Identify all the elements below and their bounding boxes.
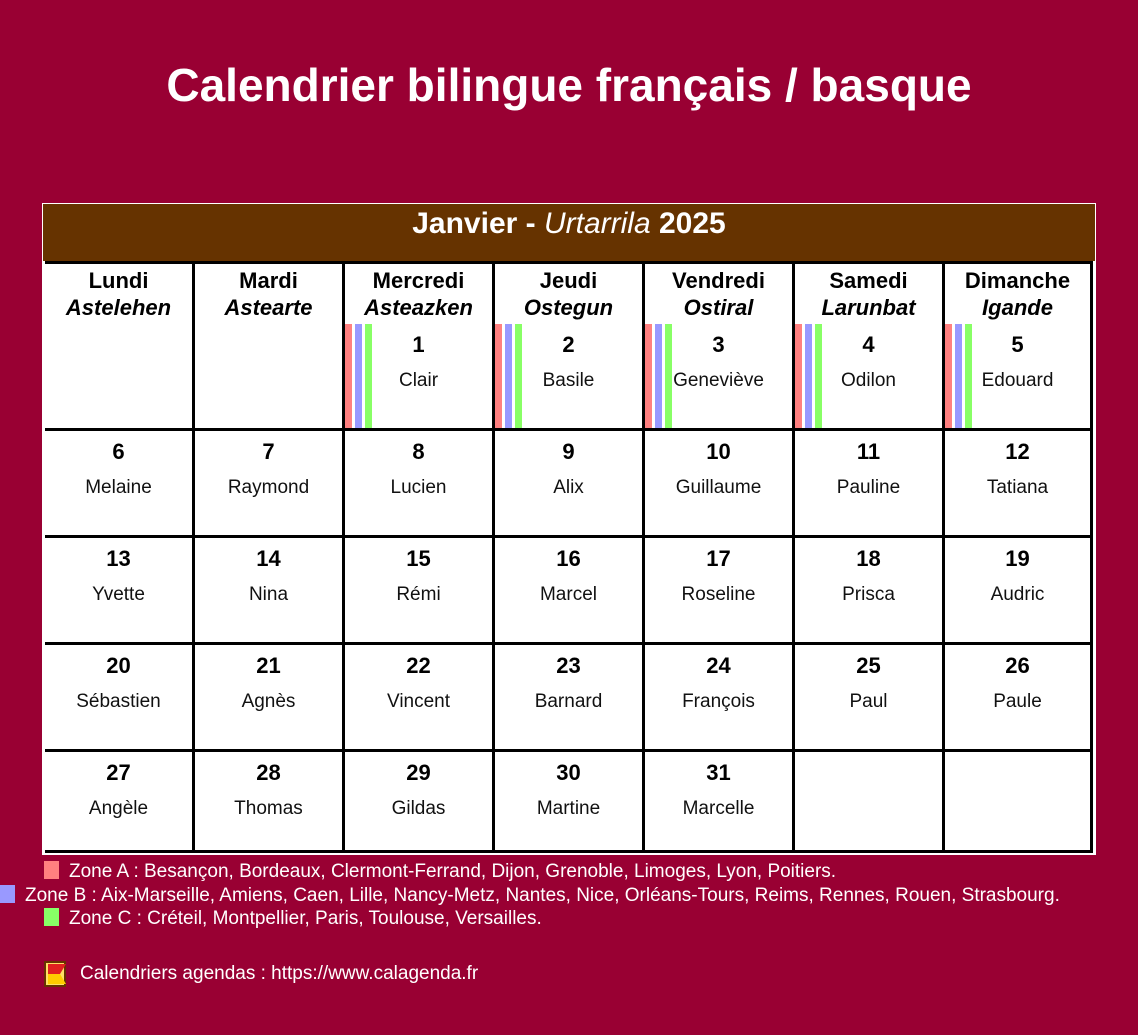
day-number: 10 bbox=[706, 439, 731, 464]
day-cell[interactable] bbox=[795, 324, 942, 428]
day-cell[interactable] bbox=[795, 431, 942, 535]
saint-name: Audric bbox=[990, 584, 1045, 605]
weekday-fr: Jeudi bbox=[539, 268, 598, 293]
zone-c-label: Zone C : Créteil, Montpellier, Paris, Toulouse, Versailles. bbox=[69, 908, 542, 929]
weekday-fr: Mercredi bbox=[372, 268, 465, 293]
weekday-header bbox=[495, 264, 642, 324]
weekday-eu: Larunbat bbox=[821, 295, 916, 320]
weekday-fr: Vendredi bbox=[672, 268, 765, 293]
weekday-fr: Samedi bbox=[829, 268, 908, 293]
weekday-eu: Igande bbox=[982, 295, 1053, 320]
saint-name: Nina bbox=[248, 584, 289, 605]
day-number: 3 bbox=[712, 332, 725, 357]
empty-day-cell bbox=[945, 752, 1090, 850]
day-number: 19 bbox=[1005, 546, 1030, 571]
zone-c-row bbox=[44, 907, 1104, 931]
weekday-header bbox=[195, 264, 342, 324]
day-cell[interactable] bbox=[795, 645, 942, 749]
saint-name: Tatiana bbox=[986, 477, 1049, 498]
saint-name: Barnard bbox=[534, 691, 603, 712]
weekday-eu: Ostiral bbox=[683, 295, 754, 320]
day-number: 6 bbox=[112, 439, 125, 464]
saint-name: Roseline bbox=[681, 584, 756, 605]
day-cell[interactable] bbox=[345, 538, 492, 642]
day-cell[interactable] bbox=[345, 324, 492, 428]
day-cell[interactable] bbox=[195, 538, 342, 642]
month-header bbox=[43, 204, 1095, 261]
saint-name: Angèle bbox=[88, 798, 149, 819]
day-cell[interactable] bbox=[645, 324, 792, 428]
month-separator: - bbox=[517, 207, 544, 240]
day-cell[interactable] bbox=[345, 645, 492, 749]
saint-name: Alix bbox=[553, 477, 584, 498]
weekday-eu: Asteazken bbox=[364, 295, 473, 320]
footer-link-text[interactable]: Calendriers agendas : https://www.calagenda.fr bbox=[80, 963, 479, 984]
day-cell[interactable] bbox=[45, 538, 192, 642]
day-cell[interactable] bbox=[195, 645, 342, 749]
month-year: 2025 bbox=[659, 207, 726, 240]
day-cell[interactable] bbox=[945, 324, 1090, 428]
day-number: 4 bbox=[862, 332, 875, 357]
weekday-header bbox=[645, 264, 792, 324]
weekday-fr: Mardi bbox=[239, 268, 298, 293]
saint-name: Sébastien bbox=[76, 691, 161, 712]
saint-name: Geneviève bbox=[673, 370, 764, 391]
day-cell[interactable] bbox=[945, 431, 1090, 535]
saint-name: Pauline bbox=[836, 477, 901, 498]
saint-name: Thomas bbox=[234, 798, 303, 819]
zone-b-swatch bbox=[0, 885, 15, 903]
weekday-eu: Ostegun bbox=[523, 295, 614, 320]
weekday-eu: Astearte bbox=[224, 295, 313, 320]
saint-name: Raymond bbox=[227, 477, 310, 498]
saint-name: Agnès bbox=[241, 691, 296, 712]
saint-name: Marcel bbox=[539, 584, 597, 605]
month-name-eu: Urtarrila bbox=[543, 207, 651, 240]
day-cell[interactable] bbox=[645, 645, 792, 749]
day-number: 7 bbox=[262, 439, 275, 464]
day-cell[interactable] bbox=[645, 538, 792, 642]
calendar bbox=[42, 203, 1096, 855]
day-cell[interactable] bbox=[945, 538, 1090, 642]
calendar-grid bbox=[45, 261, 1093, 853]
day-cell[interactable] bbox=[645, 431, 792, 535]
saint-name: Paul bbox=[849, 691, 888, 712]
saint-name: Lucien bbox=[390, 477, 447, 498]
day-number: 22 bbox=[406, 653, 431, 678]
day-number: 5 bbox=[1011, 332, 1024, 357]
day-number: 31 bbox=[706, 760, 731, 785]
day-number: 27 bbox=[106, 760, 131, 785]
empty-day-cell bbox=[195, 324, 342, 428]
day-number: 21 bbox=[256, 653, 281, 678]
zone-a-swatch bbox=[44, 861, 59, 879]
day-number: 2 bbox=[562, 332, 575, 357]
empty-day-cell bbox=[795, 752, 942, 850]
weekday-header bbox=[345, 264, 492, 324]
day-cell[interactable] bbox=[345, 752, 492, 850]
saint-name: Marcelle bbox=[682, 798, 755, 819]
day-number: 18 bbox=[856, 546, 881, 571]
day-number: 15 bbox=[406, 546, 431, 571]
saint-name: Yvette bbox=[92, 584, 145, 605]
day-number: 8 bbox=[412, 439, 425, 464]
weekday-header bbox=[795, 264, 942, 324]
day-number: 28 bbox=[256, 760, 281, 785]
weekday-header bbox=[945, 264, 1090, 324]
day-number: 23 bbox=[556, 653, 581, 678]
saint-name: Paule bbox=[993, 691, 1042, 712]
day-number: 24 bbox=[706, 653, 731, 678]
day-cell[interactable] bbox=[495, 324, 642, 428]
day-cell[interactable] bbox=[345, 431, 492, 535]
day-cell[interactable] bbox=[195, 431, 342, 535]
day-number: 26 bbox=[1005, 653, 1030, 678]
saint-name: Basile bbox=[542, 370, 595, 391]
day-cell[interactable] bbox=[945, 645, 1090, 749]
weekday-fr: Lundi bbox=[88, 268, 149, 293]
saint-name: Rémi bbox=[396, 584, 441, 605]
day-number: 12 bbox=[1005, 439, 1030, 464]
zone-c-swatch bbox=[44, 908, 59, 926]
saint-name: Vincent bbox=[386, 691, 451, 712]
saint-name: Odilon bbox=[841, 370, 896, 391]
day-cell[interactable] bbox=[645, 752, 792, 850]
day-number: 9 bbox=[562, 439, 575, 464]
day-cell[interactable] bbox=[45, 645, 192, 749]
zone-legend bbox=[25, 860, 1104, 931]
day-cell[interactable] bbox=[495, 431, 642, 535]
saint-name: Gildas bbox=[391, 798, 446, 819]
day-number: 14 bbox=[256, 546, 281, 571]
saint-name: Clair bbox=[398, 370, 439, 391]
zone-a-row bbox=[44, 860, 1104, 884]
day-number: 13 bbox=[106, 546, 131, 571]
day-number: 1 bbox=[412, 332, 425, 357]
zone-b-label: Zone B : Aix-Marseille, Amiens, Caen, Lille, Nancy-Metz, Nantes, Nice, Orléans-Tours, Reims, Rennes, Rouen, Strasbourg. bbox=[25, 884, 1060, 906]
zone-b-row bbox=[0, 884, 1104, 908]
month-name-fr: Janvier bbox=[412, 207, 518, 240]
saint-name: Prisca bbox=[842, 584, 895, 605]
day-cell[interactable] bbox=[45, 431, 192, 535]
day-cell[interactable] bbox=[195, 752, 342, 850]
day-number: 29 bbox=[406, 760, 431, 785]
empty-day-cell bbox=[45, 324, 192, 428]
weekday-eu: Astelehen bbox=[65, 295, 172, 320]
day-number: 17 bbox=[706, 546, 731, 571]
saint-name: Guillaume bbox=[675, 477, 762, 498]
zone-a-label: Zone A : Besançon, Bordeaux, Clermont-Ferrand, Dijon, Grenoble, Limoges, Lyon, Poitiers. bbox=[69, 861, 837, 882]
saint-name: Melaine bbox=[85, 477, 152, 498]
day-number: 20 bbox=[106, 653, 131, 678]
saint-name: François bbox=[682, 691, 755, 712]
day-number: 16 bbox=[556, 546, 581, 571]
day-cell[interactable] bbox=[45, 752, 192, 850]
day-cell[interactable] bbox=[495, 538, 642, 642]
calagenda-logo-icon bbox=[44, 960, 68, 988]
page-title: Calendrier bilingue français / basque bbox=[166, 59, 972, 111]
weekday-fr: Dimanche bbox=[964, 268, 1071, 293]
day-cell[interactable] bbox=[795, 538, 942, 642]
weekday-header bbox=[45, 264, 192, 324]
saint-name: Martine bbox=[536, 798, 601, 819]
day-cell[interactable] bbox=[495, 645, 642, 749]
day-number: 25 bbox=[856, 653, 881, 678]
day-number: 30 bbox=[556, 760, 581, 785]
day-number: 11 bbox=[856, 439, 881, 464]
footer[interactable] bbox=[44, 958, 478, 990]
day-cell[interactable] bbox=[495, 752, 642, 850]
saint-name: Edouard bbox=[981, 370, 1054, 391]
